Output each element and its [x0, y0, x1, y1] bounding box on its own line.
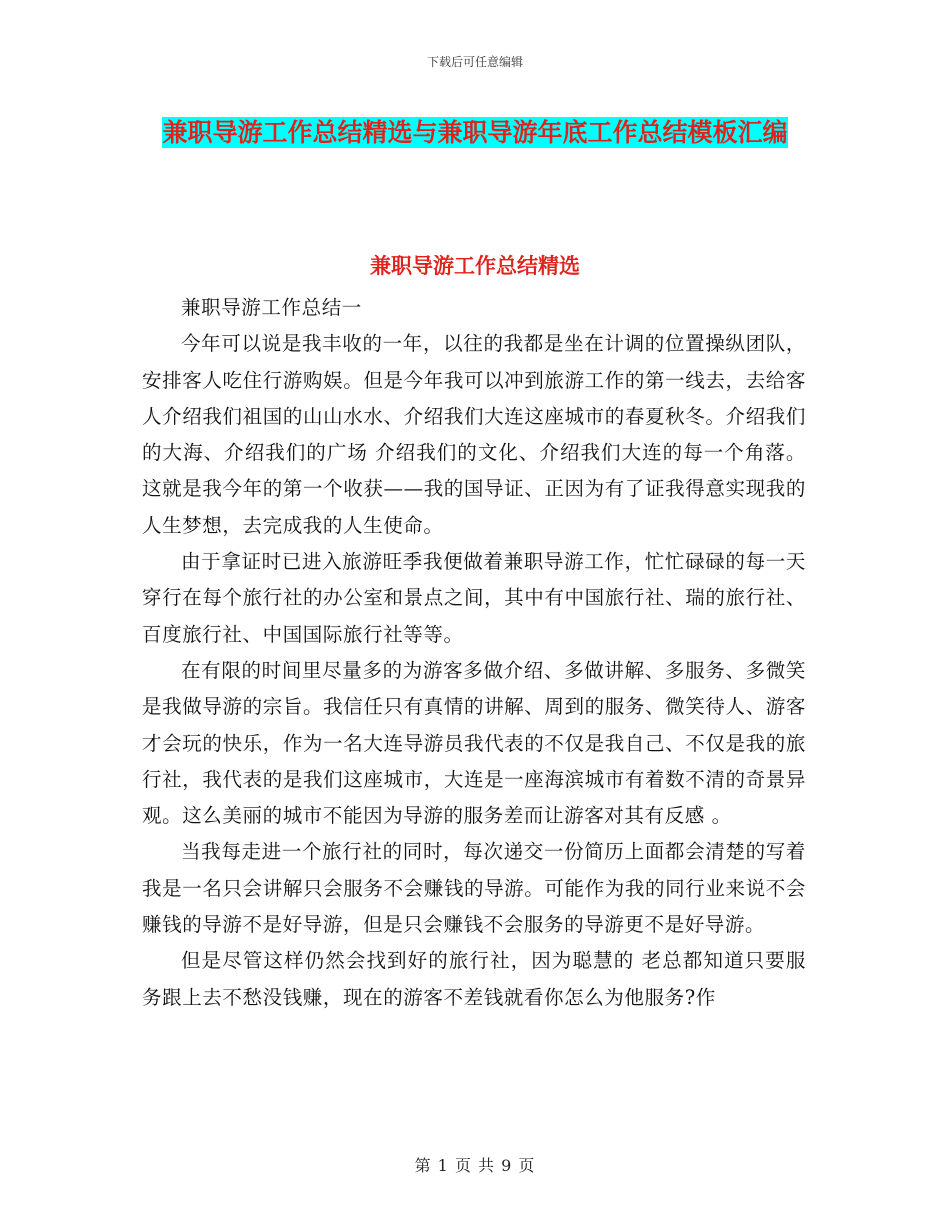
document-title — [140, 112, 810, 153]
paragraph: 但是尽管这样仍然会找到好的旅行社，因为聪慧的 老总都知道只要服务跟上去不愁没钱赚，现在的游客不差钱就看你怎么为他服务?作 — [142, 949, 806, 1009]
page-footer: 第 1 页 共 9 页 — [414, 1156, 536, 1175]
body-text — [142, 290, 806, 1016]
header-note: 下载后可任意编辑 — [426, 55, 523, 69]
paragraph: 在有限的时间里尽量多的为游客多做介绍、多做讲解、多服务、多微笑是我做导游的宗旨。我信任只有真情的讲解、周到的服务、微笑待人、游客才会玩的快乐，作为一名大连导游员我代表的不仅是我自己、不仅是我的旅行社，我代表的是我们这座城市，大连是一座海滨城市有着数不清的奇景异观。这么美丽的城市不能因为导游的服务差而让游客对其有反感 。 — [142, 658, 806, 828]
paragraph: 今年可以说是我丰收的一年，以往的我都是坐在计调的位置操纵团队，安排客人吃住行游购娱。但是今年我可以冲到旅游工作的第一线去，去给客人介绍我们祖国的山山水水、介绍我们大连这座城市的春夏秋冬。介绍我们的大海、介绍我们的广场 介绍我们的文化、介绍我们大连的每一个角落。这就是我今年的第一个收获——我的国导证、正因为有了证我得意实现我的人生梦想，去完成我的人生使命。 — [142, 332, 806, 537]
paragraph: 由于拿证时已进入旅游旺季我便做着兼职导游工作，忙忙碌碌的每一天穿行在每个旅行社的办公室和景点之间，其中有中国旅行社、瑞的旅行社、百度旅行社、中国国际旅行社等等。 — [142, 550, 806, 646]
document-title-text: 兼职导游工作总结精选与兼职导游年底工作总结模板汇编 — [162, 118, 788, 147]
paragraph: 兼职导游工作总结一 — [181, 296, 362, 319]
section-title: 兼职导游工作总结精选 — [370, 254, 580, 278]
paragraph: 当我每走进一个旅行社的同时，每次递交一份简历上面都会清楚的写着我是一名只会讲解只会服务不会赚钱的导游。可能作为我的同行业来说不会赚钱的导游不是好导游，但是只会赚钱不会服务的导游更不是好导游。 — [142, 840, 806, 937]
